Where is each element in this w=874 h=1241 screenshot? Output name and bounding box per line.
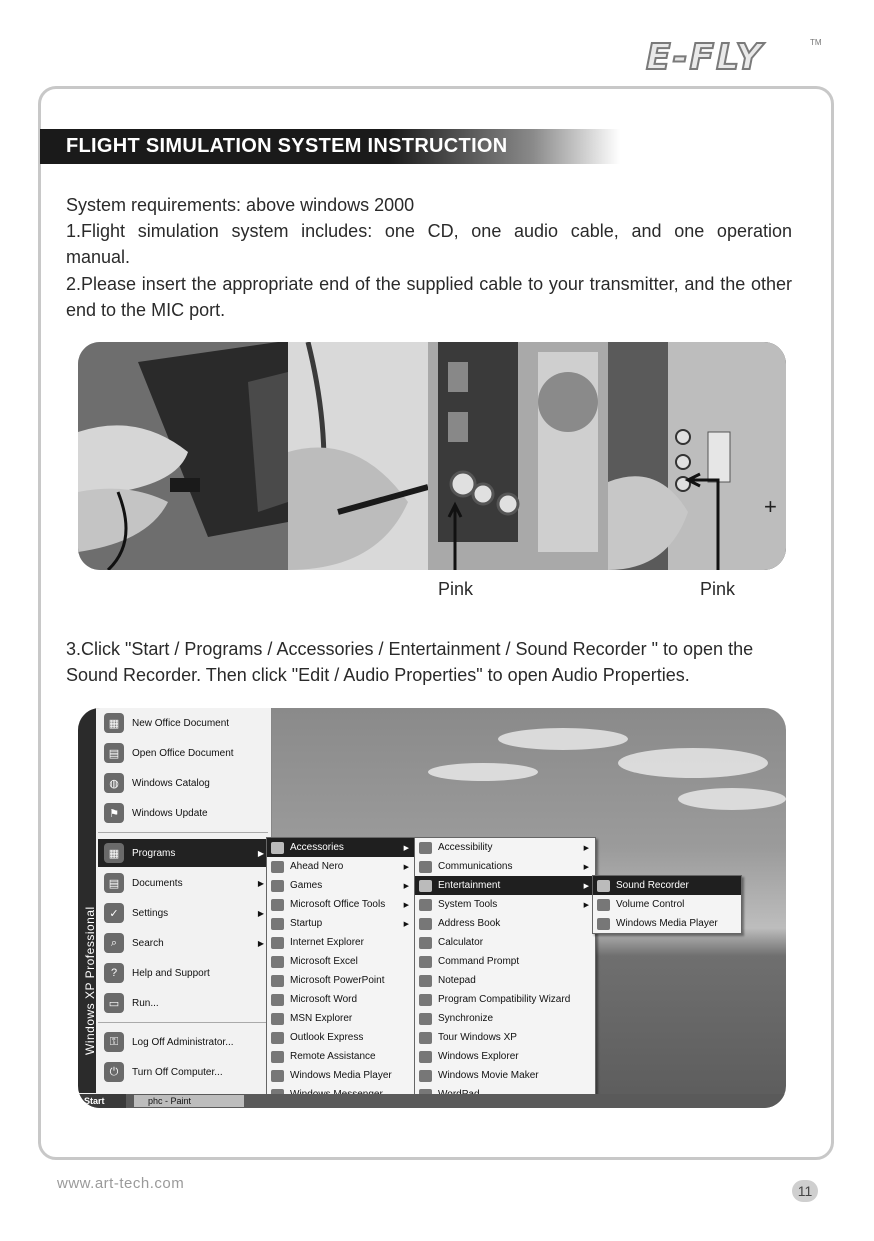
- logo-text: E-FLY: [646, 37, 764, 78]
- submenu-arrow-icon: ▶: [403, 920, 409, 928]
- page-number: 11: [792, 1180, 818, 1202]
- excel-icon: [271, 956, 284, 968]
- office-document-icon: ▦: [104, 713, 124, 733]
- entertainment-submenu: [592, 875, 742, 934]
- movie-maker-icon: [419, 1070, 432, 1082]
- settings-icon: ✓: [104, 903, 124, 923]
- accessories-item-compatibility-wizard[interactable]: Program Compatibility Wizard: [415, 990, 595, 1009]
- media-player-icon: [271, 1070, 284, 1082]
- power-icon: ⏻: [104, 1062, 124, 1082]
- cloud: [498, 728, 628, 750]
- programs-item-office-tools[interactable]: Microsoft Office Tools ▶: [267, 895, 415, 914]
- folder-icon: [271, 880, 284, 892]
- help-icon: ?: [104, 963, 124, 983]
- programs-item-remote-assistance[interactable]: Remote Assistance: [267, 1047, 415, 1066]
- accessories-item-windows-explorer[interactable]: Windows Explorer: [415, 1047, 595, 1066]
- windows-xp-band-text: Windows XP Professional: [83, 906, 97, 1055]
- media-player-icon: [597, 918, 610, 930]
- open-office-document-item[interactable]: ▤ Open Office Document: [98, 739, 270, 767]
- folder-icon: [419, 899, 432, 911]
- cloud: [428, 763, 538, 781]
- cloud: [678, 788, 786, 810]
- msn-icon: [271, 1013, 284, 1025]
- documents-icon: ▤: [104, 873, 124, 893]
- menu-separator: [98, 1022, 268, 1023]
- taskbar: [78, 1094, 786, 1108]
- programs-item-excel[interactable]: Microsoft Excel: [267, 952, 415, 971]
- new-office-document-item[interactable]: ▦ New Office Document: [98, 709, 270, 737]
- search-icon: ⌕: [104, 933, 124, 953]
- search-item[interactable]: ⌕ Search ▶: [98, 929, 270, 957]
- settings-item[interactable]: ✓ Settings ▶: [98, 899, 270, 927]
- folder-icon: [271, 918, 284, 930]
- documents-item[interactable]: ▤ Documents ▶: [98, 869, 270, 897]
- svg-text:+: +: [764, 494, 777, 519]
- run-item[interactable]: ▭ Run...: [98, 989, 270, 1017]
- update-icon: ⚑: [104, 803, 124, 823]
- cable-connection-photos: [78, 342, 786, 570]
- step1-text: 1.Flight simulation system includes: one CD, one audio cable, and one operation manual.: [66, 221, 792, 267]
- pink-label-right: Pink: [700, 579, 736, 599]
- word-icon: [271, 994, 284, 1006]
- cloud: [618, 748, 768, 778]
- ie-icon: [271, 937, 284, 949]
- folder-icon: [419, 880, 432, 892]
- submenu-arrow-icon: ▶: [257, 908, 264, 918]
- accessories-item-tour-windows-xp[interactable]: Tour Windows XP: [415, 1028, 595, 1047]
- folder-icon: [419, 842, 432, 854]
- requirements-text: System requirements: above windows 2000: [66, 195, 415, 215]
- logo-trademark: TM: [810, 38, 822, 47]
- open-document-icon: ▤: [104, 743, 124, 763]
- programs-item-msn-explorer[interactable]: MSN Explorer: [267, 1009, 415, 1028]
- accessories-item-system-tools[interactable]: System Tools ▶: [415, 895, 595, 914]
- taskbar-paint-button[interactable]: phc - Paint: [134, 1095, 244, 1107]
- folder-icon: [271, 899, 284, 911]
- programs-item-powerpoint[interactable]: Microsoft PowerPoint: [267, 971, 415, 990]
- start-menu: [78, 708, 272, 1108]
- programs-item-games[interactable]: Games ▶: [267, 876, 415, 895]
- programs-item-internet-explorer[interactable]: Internet Explorer: [267, 933, 415, 952]
- section-title-bar: [40, 129, 620, 164]
- accessories-submenu: [414, 837, 596, 1105]
- address-book-icon: [419, 918, 432, 930]
- submenu-arrow-icon: ▶: [403, 882, 409, 890]
- submenu-arrow-icon: ▶: [403, 844, 409, 852]
- start-button[interactable]: Start: [78, 1094, 126, 1108]
- accessories-item-communications[interactable]: Communications ▶: [415, 857, 595, 876]
- programs-item-outlook-express[interactable]: Outlook Express: [267, 1028, 415, 1047]
- turn-off-computer-item[interactable]: ⏻ Turn Off Computer...: [98, 1058, 270, 1086]
- submenu-arrow-icon: ▶: [583, 844, 589, 852]
- pink-label-left: Pink: [438, 579, 474, 599]
- submenu-arrow-icon: ▶: [583, 901, 589, 909]
- windows-start-menu-screenshot: [78, 708, 786, 1108]
- windows-xp-band: [78, 708, 96, 1093]
- outlook-icon: [271, 1032, 284, 1044]
- explorer-icon: [419, 1051, 432, 1063]
- entertainment-item-volume-control[interactable]: Volume Control: [593, 895, 741, 914]
- notepad-icon: [419, 975, 432, 987]
- section-title: FLIGHT SIMULATION SYSTEM INSTRUCTION: [66, 135, 508, 157]
- step2-text: 2.Please insert the appropriate end of the supplied cable to your transmitter, and the other end to the MIC port.: [66, 274, 792, 320]
- programs-item-media-player[interactable]: Windows Media Player: [267, 1066, 415, 1085]
- sync-icon: [419, 1013, 432, 1025]
- accessories-item-accessibility[interactable]: Accessibility ▶: [415, 838, 595, 857]
- accessories-item-command-prompt[interactable]: Command Prompt: [415, 952, 595, 971]
- programs-submenu: [266, 837, 416, 1105]
- folder-icon: [271, 861, 284, 873]
- log-off-item[interactable]: ⚿ Log Off Administrator...: [98, 1028, 270, 1056]
- submenu-arrow-icon: ▶: [583, 882, 589, 890]
- windows-update-item[interactable]: ⚑ Windows Update: [98, 799, 270, 827]
- microphone-icon: [597, 880, 610, 892]
- tour-icon: [419, 1032, 432, 1044]
- submenu-arrow-icon: ▶: [257, 878, 264, 888]
- submenu-arrow-icon: ▶: [257, 848, 264, 858]
- brand-logo: [646, 38, 822, 78]
- submenu-arrow-icon: ▶: [403, 901, 409, 909]
- footer-url: www.art-tech.com: [57, 1175, 185, 1192]
- accessories-item-entertainment[interactable]: Entertainment ▶: [415, 876, 595, 895]
- submenu-arrow-icon: ▶: [257, 938, 264, 948]
- volume-icon: [597, 899, 610, 911]
- run-icon: ▭: [104, 993, 124, 1013]
- programs-item-startup[interactable]: Startup ▶: [267, 914, 415, 933]
- entertainment-item-media-player[interactable]: Windows Media Player: [593, 914, 741, 933]
- submenu-arrow-icon: ▶: [583, 863, 589, 871]
- accessories-item-calculator[interactable]: Calculator: [415, 933, 595, 952]
- cable-photos-illustration: [78, 342, 786, 570]
- calculator-icon: [419, 937, 432, 949]
- accessories-item-synchronize[interactable]: Synchronize: [415, 1009, 595, 1028]
- help-and-support-item[interactable]: ? Help and Support: [98, 959, 270, 987]
- programs-icon: ▦: [104, 843, 124, 863]
- windows-catalog-item[interactable]: ◍ Windows Catalog: [98, 769, 270, 797]
- accessories-item-movie-maker[interactable]: Windows Movie Maker: [415, 1066, 595, 1085]
- accessories-item-address-book[interactable]: Address Book: [415, 914, 595, 933]
- menu-separator: [98, 832, 268, 833]
- key-icon: ⚿: [104, 1032, 124, 1052]
- remote-assistance-icon: [271, 1051, 284, 1063]
- wizard-icon: [419, 994, 432, 1006]
- programs-item-word[interactable]: Microsoft Word: [267, 990, 415, 1009]
- catalog-icon: ◍: [104, 773, 124, 793]
- terminal-icon: [419, 956, 432, 968]
- accessories-item-notepad[interactable]: Notepad: [415, 971, 595, 990]
- step3-text: 3.Click "Start / Programs / Accessories / Entertainment / Sound Recorder " to open the Sound Recorder. Then click "Edit / Audio Properties" to open Audio Properties.: [66, 639, 754, 685]
- programs-item[interactable]: ▦ Programs ▶: [98, 839, 270, 867]
- programs-item-ahead-nero[interactable]: Ahead Nero ▶: [267, 857, 415, 876]
- submenu-arrow-icon: ▶: [403, 863, 409, 871]
- folder-icon: [271, 842, 284, 854]
- programs-item-accessories[interactable]: Accessories ▶: [267, 838, 415, 857]
- entertainment-item-sound-recorder[interactable]: Sound Recorder: [593, 876, 741, 895]
- folder-icon: [419, 861, 432, 873]
- powerpoint-icon: [271, 975, 284, 987]
